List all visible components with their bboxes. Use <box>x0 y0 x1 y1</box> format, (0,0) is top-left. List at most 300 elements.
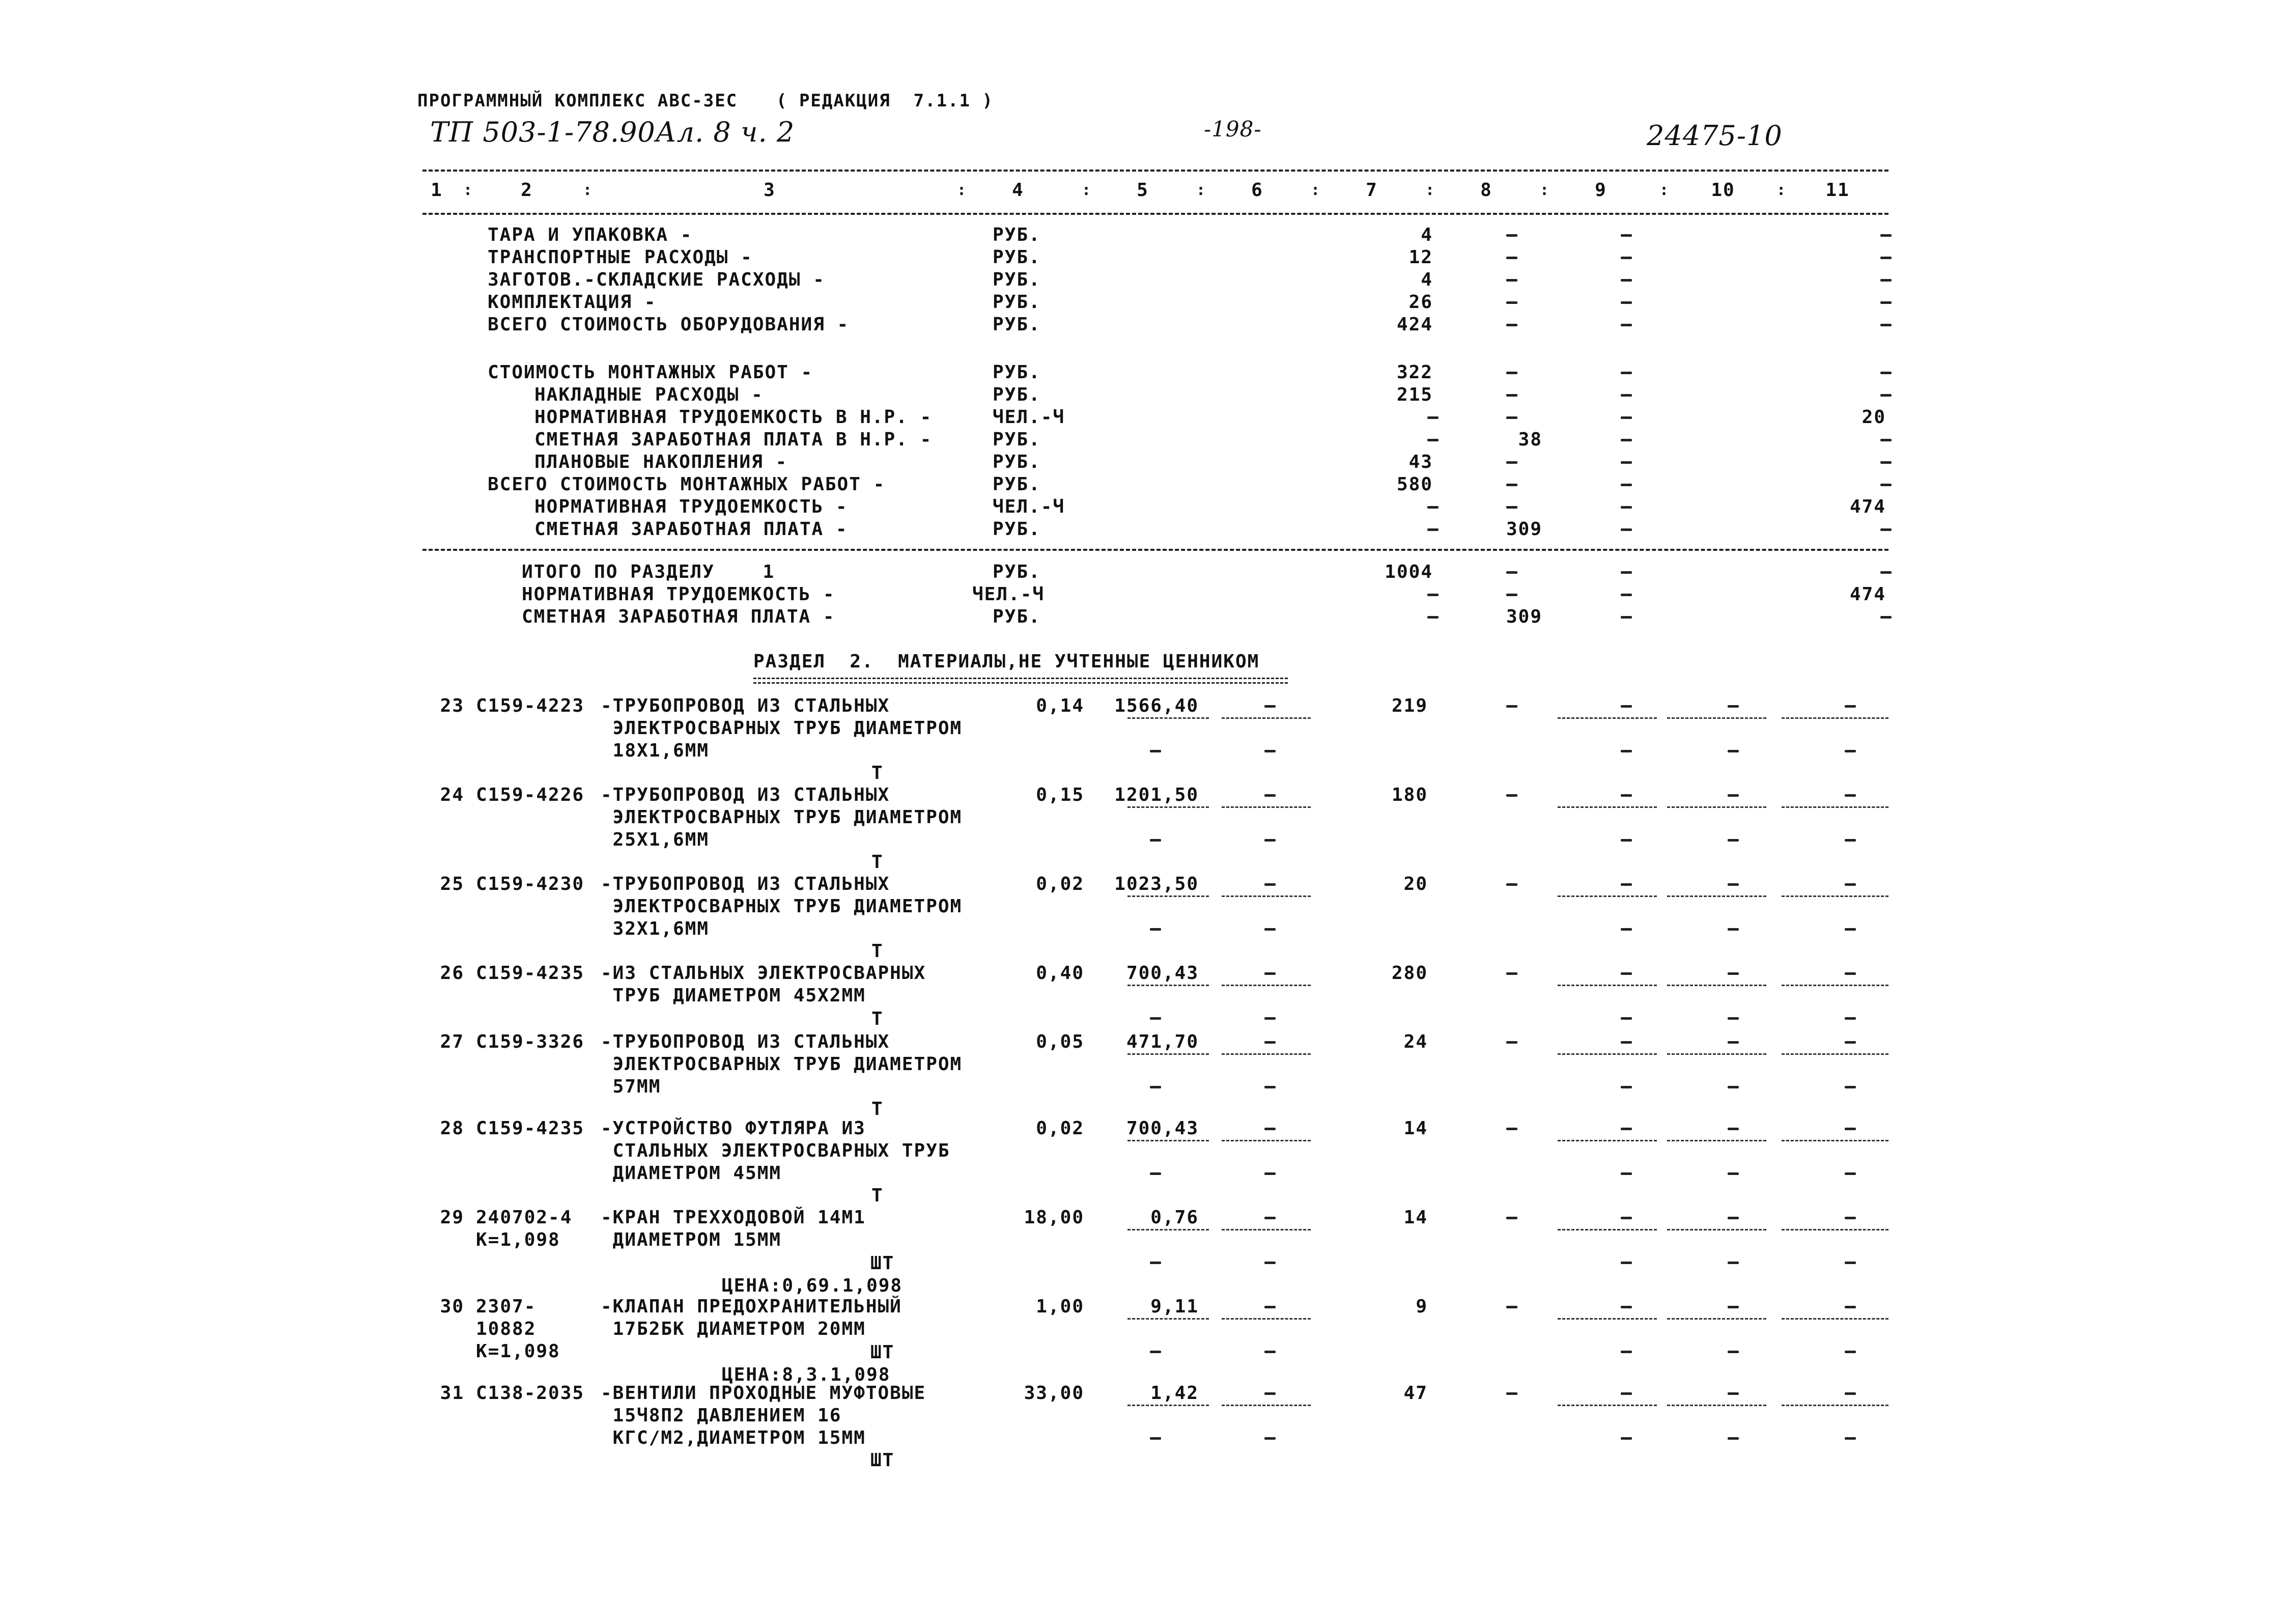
summary-col7: 12 <box>1408 247 1433 268</box>
dash-mark <box>1880 324 1892 326</box>
dash-mark <box>1264 750 1276 752</box>
dash-mark <box>1621 839 1632 842</box>
summary-label: КОМПЛЕКТАЦИЯ - <box>488 292 657 313</box>
column-separator: : <box>1540 181 1550 199</box>
dash-mark <box>1728 883 1739 886</box>
item-cost: 9 <box>1416 1296 1428 1317</box>
summary-label: ПЛАНОВЫЕ НАКОПЛЕНИЯ - <box>534 452 788 472</box>
dash-mark <box>1150 1437 1161 1440</box>
item-quantity: 0,15 <box>1036 785 1084 805</box>
dash-mark <box>1728 1351 1739 1353</box>
section-title: РАЗДЕЛ 2. МАТЕРИАЛЫ,НЕ УЧТЕННЫЕ ЦЕННИКОМ <box>753 651 1260 672</box>
price-subline <box>1222 1318 1311 1320</box>
summary-label: НАКЛАДНЫЕ РАСХОДЫ - <box>534 384 764 405</box>
col10-subline <box>1667 717 1766 719</box>
program-name: ПРОГРАММНЫЙ КОМПЛЕКС АВС-3ЕС <box>417 91 738 111</box>
dash-mark <box>1845 883 1856 886</box>
top-rule <box>422 170 1888 172</box>
col10-subline <box>1667 1053 1766 1055</box>
item-price: 1,42 <box>1150 1383 1199 1404</box>
item-number: 26 <box>440 963 464 984</box>
dash-mark <box>1845 839 1856 842</box>
item-quantity: 18,00 <box>1024 1207 1084 1228</box>
dash-mark <box>1621 279 1632 282</box>
dash-mark <box>1621 506 1632 509</box>
summary-unit: РУБ. <box>993 474 1041 495</box>
item-description: 32Х1,6ММ <box>601 918 710 939</box>
dash-mark <box>1621 1017 1632 1020</box>
dash-mark <box>1621 750 1632 752</box>
item-code: 240702-4 <box>476 1207 573 1228</box>
dash-mark <box>1728 1086 1739 1088</box>
dash-mark <box>1845 1217 1856 1219</box>
summary-label: ВСЕГО СТОИМОСТЬ МОНТАЖНЫХ РАБОТ - <box>488 474 886 495</box>
dash-mark <box>1728 1217 1739 1219</box>
item-code-line2: 10882 <box>476 1319 537 1339</box>
summary-col8: 38 <box>1518 429 1542 450</box>
item-price: 1023,50 <box>1114 874 1199 894</box>
item-quantity: 0,40 <box>1036 963 1084 984</box>
price-subline <box>1222 1053 1311 1055</box>
dash-mark <box>1506 484 1517 486</box>
col11-subline <box>1782 1140 1888 1141</box>
col9-subline <box>1558 1229 1657 1230</box>
doc-reference: ТП 503-1-78.90Ал. 8 ч. 2 <box>430 116 795 148</box>
dash-mark <box>1728 794 1739 797</box>
item-cost: 14 <box>1403 1118 1428 1139</box>
item-code: 2307- <box>476 1296 537 1317</box>
item-description: ЭЛЕКТРОСВАРНЫХ ТРУБ ДИАМЕТРОМ <box>601 807 963 828</box>
summary-unit: ЧЕЛ.-Ч <box>993 407 1065 428</box>
dash-mark <box>1880 616 1892 619</box>
item-cost: 280 <box>1391 963 1428 984</box>
dash-mark <box>1621 571 1632 574</box>
item-cost: 14 <box>1403 1207 1428 1228</box>
total-col7: 1004 <box>1385 562 1433 582</box>
dash-mark <box>1506 372 1517 374</box>
col10-subline <box>1667 806 1766 808</box>
section-title-underline <box>753 678 1288 684</box>
dash-mark <box>1728 972 1739 975</box>
col11-subline <box>1782 806 1888 808</box>
dash-mark <box>1621 594 1632 596</box>
price-subline <box>1127 1318 1209 1320</box>
dash-mark <box>1264 928 1276 931</box>
item-description: 17Б2БК ДИАМЕТРОМ 20ММ <box>601 1319 866 1339</box>
item-description: ЭЛЕКТРОСВАРНЫХ ТРУБ ДИАМЕТРОМ <box>601 718 963 739</box>
item-description: 25Х1,6ММ <box>601 829 710 850</box>
summary-col8: 309 <box>1506 519 1542 540</box>
item-description: ЭЛЕКТРОСВАРНЫХ ТРУБ ДИАМЕТРОМ <box>601 1054 963 1075</box>
dash-mark <box>1728 1128 1739 1130</box>
column-separator: : <box>1196 181 1207 199</box>
dash-mark <box>1264 1262 1276 1264</box>
dash-mark <box>1621 972 1632 975</box>
dash-mark <box>1880 484 1892 486</box>
dash-mark <box>1621 1351 1632 1353</box>
col11-subline <box>1782 895 1888 897</box>
dash-mark <box>1621 394 1632 397</box>
item-price-note: ЦЕНА:8,3.1,098 <box>722 1364 891 1385</box>
col9-subline <box>1558 717 1657 719</box>
dash-mark <box>1264 839 1276 842</box>
col11-subline <box>1782 1229 1888 1230</box>
item-number: 31 <box>440 1383 464 1404</box>
item-description: -ИЗ СТАЛЬНЫХ ЭЛЕКТРОСВАРНЫХ <box>601 963 926 984</box>
dash-mark <box>1506 461 1517 464</box>
dash-mark <box>1621 1041 1632 1044</box>
column-separator: : <box>957 181 968 199</box>
item-description: СТАЛЬНЫХ ЭЛЕКТРОСВАРНЫХ ТРУБ <box>601 1140 950 1161</box>
dash-mark <box>1264 1437 1276 1440</box>
page-number: -198- <box>1204 117 1262 142</box>
dash-mark <box>1621 1086 1632 1088</box>
item-price: 700,43 <box>1126 1118 1199 1139</box>
dash-mark <box>1728 1437 1739 1440</box>
item-cost: 24 <box>1403 1031 1428 1052</box>
item-code: С159-4235 <box>476 1118 585 1139</box>
item-description: ДИАМЕТРОМ 45ММ <box>601 1163 782 1184</box>
summary-unit: ЧЕЛ.-Ч <box>993 496 1065 517</box>
dash-mark <box>1880 234 1892 237</box>
dash-mark <box>1150 1086 1161 1088</box>
item-price: 9,11 <box>1150 1296 1199 1317</box>
column-header-11: 11 <box>1825 180 1850 201</box>
column-header-1: 1 <box>431 180 443 201</box>
col10-subline <box>1667 985 1766 986</box>
dash-mark <box>1150 928 1161 931</box>
col10-subline <box>1667 895 1766 897</box>
item-code: С159-4226 <box>476 785 585 805</box>
dash-mark <box>1621 1172 1632 1175</box>
dash-mark <box>1150 1351 1161 1353</box>
item-quantity: 33,00 <box>1024 1383 1084 1404</box>
item-code: С159-4230 <box>476 874 585 894</box>
col9-subline <box>1558 1140 1657 1141</box>
dash-mark <box>1845 794 1856 797</box>
dash-mark <box>1150 1017 1161 1020</box>
dash-mark <box>1845 1351 1856 1353</box>
dash-mark <box>1506 301 1517 304</box>
item-number: 29 <box>440 1207 464 1228</box>
dash-mark <box>1728 750 1739 752</box>
item-description: -КРАН ТРЕХХОДОВОЙ 14М1 <box>601 1207 866 1228</box>
dash-mark <box>1728 1392 1739 1395</box>
price-subline <box>1127 895 1209 897</box>
dash-mark <box>1506 972 1517 975</box>
summary-col7: 26 <box>1408 292 1433 313</box>
item-cost: 180 <box>1391 785 1428 805</box>
inventory-number: 24475-10 <box>1647 120 1783 152</box>
price-subline <box>1222 717 1311 719</box>
dash-mark <box>1264 1172 1276 1175</box>
col9-subline <box>1558 895 1657 897</box>
dash-mark <box>1728 928 1739 931</box>
dash-mark <box>1621 324 1632 326</box>
item-description: -УСТРОЙСТВО ФУТЛЯРА ИЗ <box>601 1118 866 1139</box>
dash-mark <box>1728 1172 1739 1175</box>
price-subline <box>1222 806 1311 808</box>
summary-unit: РУБ. <box>993 269 1041 290</box>
dash-mark <box>1621 794 1632 797</box>
dash-mark <box>1621 1437 1632 1440</box>
dash-mark <box>1728 1262 1739 1264</box>
program-edition: ( РЕДАКЦИЯ 7.1.1 ) <box>776 91 994 111</box>
item-description: ДИАМЕТРОМ 15ММ <box>601 1229 782 1250</box>
price-subline <box>1127 806 1209 808</box>
dash-mark <box>1621 616 1632 619</box>
column-separator: : <box>1082 181 1092 199</box>
item-number: 25 <box>440 874 464 894</box>
summary-label: ТАРА И УПАКОВКА - <box>488 225 693 245</box>
column-separator: : <box>1425 181 1436 199</box>
dash-mark <box>1621 301 1632 304</box>
price-subline <box>1127 985 1209 986</box>
item-quantity: 0,05 <box>1036 1031 1084 1052</box>
dash-mark <box>1150 839 1161 842</box>
dash-mark <box>1728 1306 1739 1308</box>
col10-subline <box>1667 1229 1766 1230</box>
col11-subline <box>1782 717 1888 719</box>
item-description: -КЛАПАН ПРЕДОХРАНИТЕЛЬНЫЙ <box>601 1296 902 1317</box>
column-header-3: 3 <box>764 180 776 201</box>
col9-subline <box>1558 1053 1657 1055</box>
item-number: 28 <box>440 1118 464 1139</box>
dash-mark <box>1621 257 1632 259</box>
total-label: ИТОГО ПО РАЗДЕЛУ 1 <box>522 562 775 582</box>
dash-mark <box>1264 1086 1276 1088</box>
item-description: 15Ч8П2 ДАВЛЕНИЕМ 16 <box>601 1405 842 1426</box>
column-header-7: 7 <box>1366 180 1378 201</box>
dash-mark <box>1621 883 1632 886</box>
dash-mark <box>1880 394 1892 397</box>
summary-col11: 474 <box>1849 496 1886 517</box>
price-subline <box>1127 717 1209 719</box>
item-quantity: 0,02 <box>1036 874 1084 894</box>
item-number: 23 <box>440 695 464 716</box>
summary-label: НОРМАТИВНАЯ ТРУДОЕМКОСТЬ - <box>534 496 848 517</box>
dash-mark <box>1150 1262 1161 1264</box>
dash-mark <box>1728 705 1739 708</box>
col9-subline <box>1558 985 1657 986</box>
item-number: 24 <box>440 785 464 805</box>
item-price: 0,76 <box>1150 1207 1199 1228</box>
col10-subline <box>1667 1405 1766 1406</box>
total-unit: РУБ. <box>993 562 1041 582</box>
dash-mark <box>1880 439 1892 441</box>
total-col11: 474 <box>1849 584 1886 605</box>
dash-mark <box>1728 1017 1739 1020</box>
dash-mark <box>1506 324 1517 326</box>
column-header-6: 6 <box>1251 180 1263 201</box>
item-unit: Т <box>871 763 884 783</box>
summary-col7: 424 <box>1396 314 1433 335</box>
item-number: 30 <box>440 1296 464 1317</box>
dash-mark <box>1621 705 1632 708</box>
item-cost: 219 <box>1391 695 1428 716</box>
dash-mark <box>1621 1262 1632 1264</box>
total-unit: РУБ. <box>993 606 1041 627</box>
col9-subline <box>1558 1405 1657 1406</box>
price-subline <box>1127 1053 1209 1055</box>
summary-col7: 322 <box>1396 362 1433 383</box>
item-code: С159-4235 <box>476 963 585 984</box>
column-separator: : <box>583 181 594 199</box>
summary-label: СМЕТНАЯ ЗАРАБОТНАЯ ПЛАТА В Н.Р. - <box>534 429 933 450</box>
dash-mark <box>1880 372 1892 374</box>
summary-unit: РУБ. <box>993 247 1041 268</box>
total-col8: 309 <box>1506 606 1542 627</box>
summary-col11: 20 <box>1862 407 1886 428</box>
header-rule <box>422 213 1888 215</box>
column-header-2: 2 <box>521 180 533 201</box>
column-separator: : <box>1659 181 1670 199</box>
item-unit: Т <box>871 852 884 873</box>
col9-subline <box>1558 1318 1657 1320</box>
dash-mark <box>1506 883 1517 886</box>
dash-mark <box>1880 301 1892 304</box>
dash-mark <box>1506 705 1517 708</box>
price-subline <box>1222 1405 1311 1406</box>
item-description: -ТРУБОПРОВОД ИЗ СТАЛЬНЫХ <box>601 874 890 894</box>
summary-label: ЗАГОТОВ.-СКЛАДСКИЕ РАСХОДЫ - <box>488 269 825 290</box>
summary-label: НОРМАТИВНАЯ ТРУДОЕМКОСТЬ В Н.Р. - <box>534 407 933 428</box>
dash-mark <box>1506 1392 1517 1395</box>
dash-mark <box>1845 928 1856 931</box>
summary-unit: РУБ. <box>993 225 1041 245</box>
item-unit: Т <box>871 1099 884 1119</box>
dash-mark <box>1845 705 1856 708</box>
dash-mark <box>1150 1172 1161 1175</box>
item-code: С138-2035 <box>476 1383 585 1404</box>
dash-mark <box>1621 372 1632 374</box>
item-unit: Т <box>871 941 884 962</box>
summary-unit: РУБ. <box>993 519 1041 540</box>
dash-mark <box>1506 416 1517 419</box>
dash-mark <box>1845 750 1856 752</box>
dash-mark <box>1845 1128 1856 1130</box>
dash-mark <box>1506 594 1517 596</box>
price-subline <box>1222 1229 1311 1230</box>
dash-mark <box>1427 416 1439 419</box>
dash-mark <box>1150 750 1161 752</box>
item-description: КГС/М2,ДИАМЕТРОМ 15ММ <box>601 1427 866 1448</box>
dash-mark <box>1845 1392 1856 1395</box>
dash-mark <box>1621 439 1632 441</box>
dash-mark <box>1880 257 1892 259</box>
column-separator: : <box>1311 181 1321 199</box>
price-subline <box>1127 1405 1209 1406</box>
price-subline <box>1222 985 1311 986</box>
item-quantity: 0,14 <box>1036 695 1084 716</box>
summary-unit: РУБ. <box>993 452 1041 472</box>
summary-unit: РУБ. <box>993 429 1041 450</box>
summary-col7: 215 <box>1396 384 1433 405</box>
dash-mark <box>1621 461 1632 464</box>
col11-subline <box>1782 1405 1888 1406</box>
column-header-8: 8 <box>1480 180 1492 201</box>
dash-mark <box>1845 1437 1856 1440</box>
dash-mark <box>1506 257 1517 259</box>
item-price: 1566,40 <box>1114 695 1199 716</box>
dash-mark <box>1621 928 1632 931</box>
summary-col7: 4 <box>1421 269 1433 290</box>
dash-mark <box>1506 394 1517 397</box>
dash-mark <box>1506 234 1517 237</box>
price-subline <box>1222 895 1311 897</box>
dash-mark <box>1845 1017 1856 1020</box>
item-cost: 47 <box>1403 1383 1428 1404</box>
col11-subline <box>1782 1318 1888 1320</box>
summary-unit: РУБ. <box>993 384 1041 405</box>
col11-subline <box>1782 1053 1888 1055</box>
item-description: ЭЛЕКТРОСВАРНЫХ ТРУБ ДИАМЕТРОМ <box>601 896 963 917</box>
dash-mark <box>1880 279 1892 282</box>
column-separator: : <box>1777 181 1787 199</box>
dash-mark <box>1427 594 1439 596</box>
total-unit: ЧЕЛ.-Ч <box>972 584 1045 605</box>
item-description: -ТРУБОПРОВОД ИЗ СТАЛЬНЫХ <box>601 695 890 716</box>
dash-mark <box>1845 1086 1856 1088</box>
col10-subline <box>1667 1318 1766 1320</box>
dash-mark <box>1506 279 1517 282</box>
summary-col7: 580 <box>1396 474 1433 495</box>
item-description: 57ММ <box>601 1076 661 1097</box>
dash-mark <box>1728 839 1739 842</box>
item-cost: 20 <box>1403 874 1428 894</box>
dash-mark <box>1621 1392 1632 1395</box>
item-price: 700,43 <box>1126 963 1199 984</box>
column-header-4: 4 <box>1012 180 1024 201</box>
item-description: 18Х1,6ММ <box>601 740 710 761</box>
summary-rule <box>422 549 1888 551</box>
dash-mark <box>1506 1217 1517 1219</box>
dash-mark <box>1621 416 1632 419</box>
dash-mark <box>1506 1306 1517 1308</box>
dash-mark <box>1264 1017 1276 1020</box>
summary-unit: РУБ. <box>993 362 1041 383</box>
dash-mark <box>1264 1351 1276 1353</box>
dash-mark <box>1621 484 1632 486</box>
item-code-line3: К=1,098 <box>476 1341 560 1362</box>
dash-mark <box>1621 528 1632 531</box>
item-quantity: 1,00 <box>1036 1296 1084 1317</box>
dash-mark <box>1506 1041 1517 1044</box>
dash-mark <box>1728 1041 1739 1044</box>
total-label: НОРМАТИВНАЯ ТРУДОЕМКОСТЬ - <box>522 584 835 605</box>
summary-label: СМЕТНАЯ ЗАРАБОТНАЯ ПЛАТА - <box>534 519 848 540</box>
item-unit: ШТ <box>870 1450 895 1471</box>
item-number: 27 <box>440 1031 464 1052</box>
summary-unit: РУБ. <box>993 314 1041 335</box>
item-price: 471,70 <box>1126 1031 1199 1052</box>
dash-mark <box>1427 506 1439 509</box>
item-description: ТРУБ ДИАМЕТРОМ 45Х2ММ <box>601 985 866 1006</box>
summary-col7: 4 <box>1421 225 1433 245</box>
price-subline <box>1127 1229 1209 1230</box>
column-separator: : <box>463 181 474 199</box>
summary-label: ТРАНСПОРТНЫЕ РАСХОДЫ - <box>488 247 753 268</box>
dash-mark <box>1845 1262 1856 1264</box>
total-label: СМЕТНАЯ ЗАРАБОТНАЯ ПЛАТА - <box>522 606 835 627</box>
dash-mark <box>1621 1128 1632 1130</box>
item-unit: ШТ <box>870 1342 895 1363</box>
item-unit: Т <box>871 1185 884 1206</box>
item-description: -ТРУБОПРОВОД ИЗ СТАЛЬНЫХ <box>601 785 890 805</box>
dash-mark <box>1506 1128 1517 1130</box>
price-subline <box>1127 1140 1209 1141</box>
dash-mark <box>1621 234 1632 237</box>
